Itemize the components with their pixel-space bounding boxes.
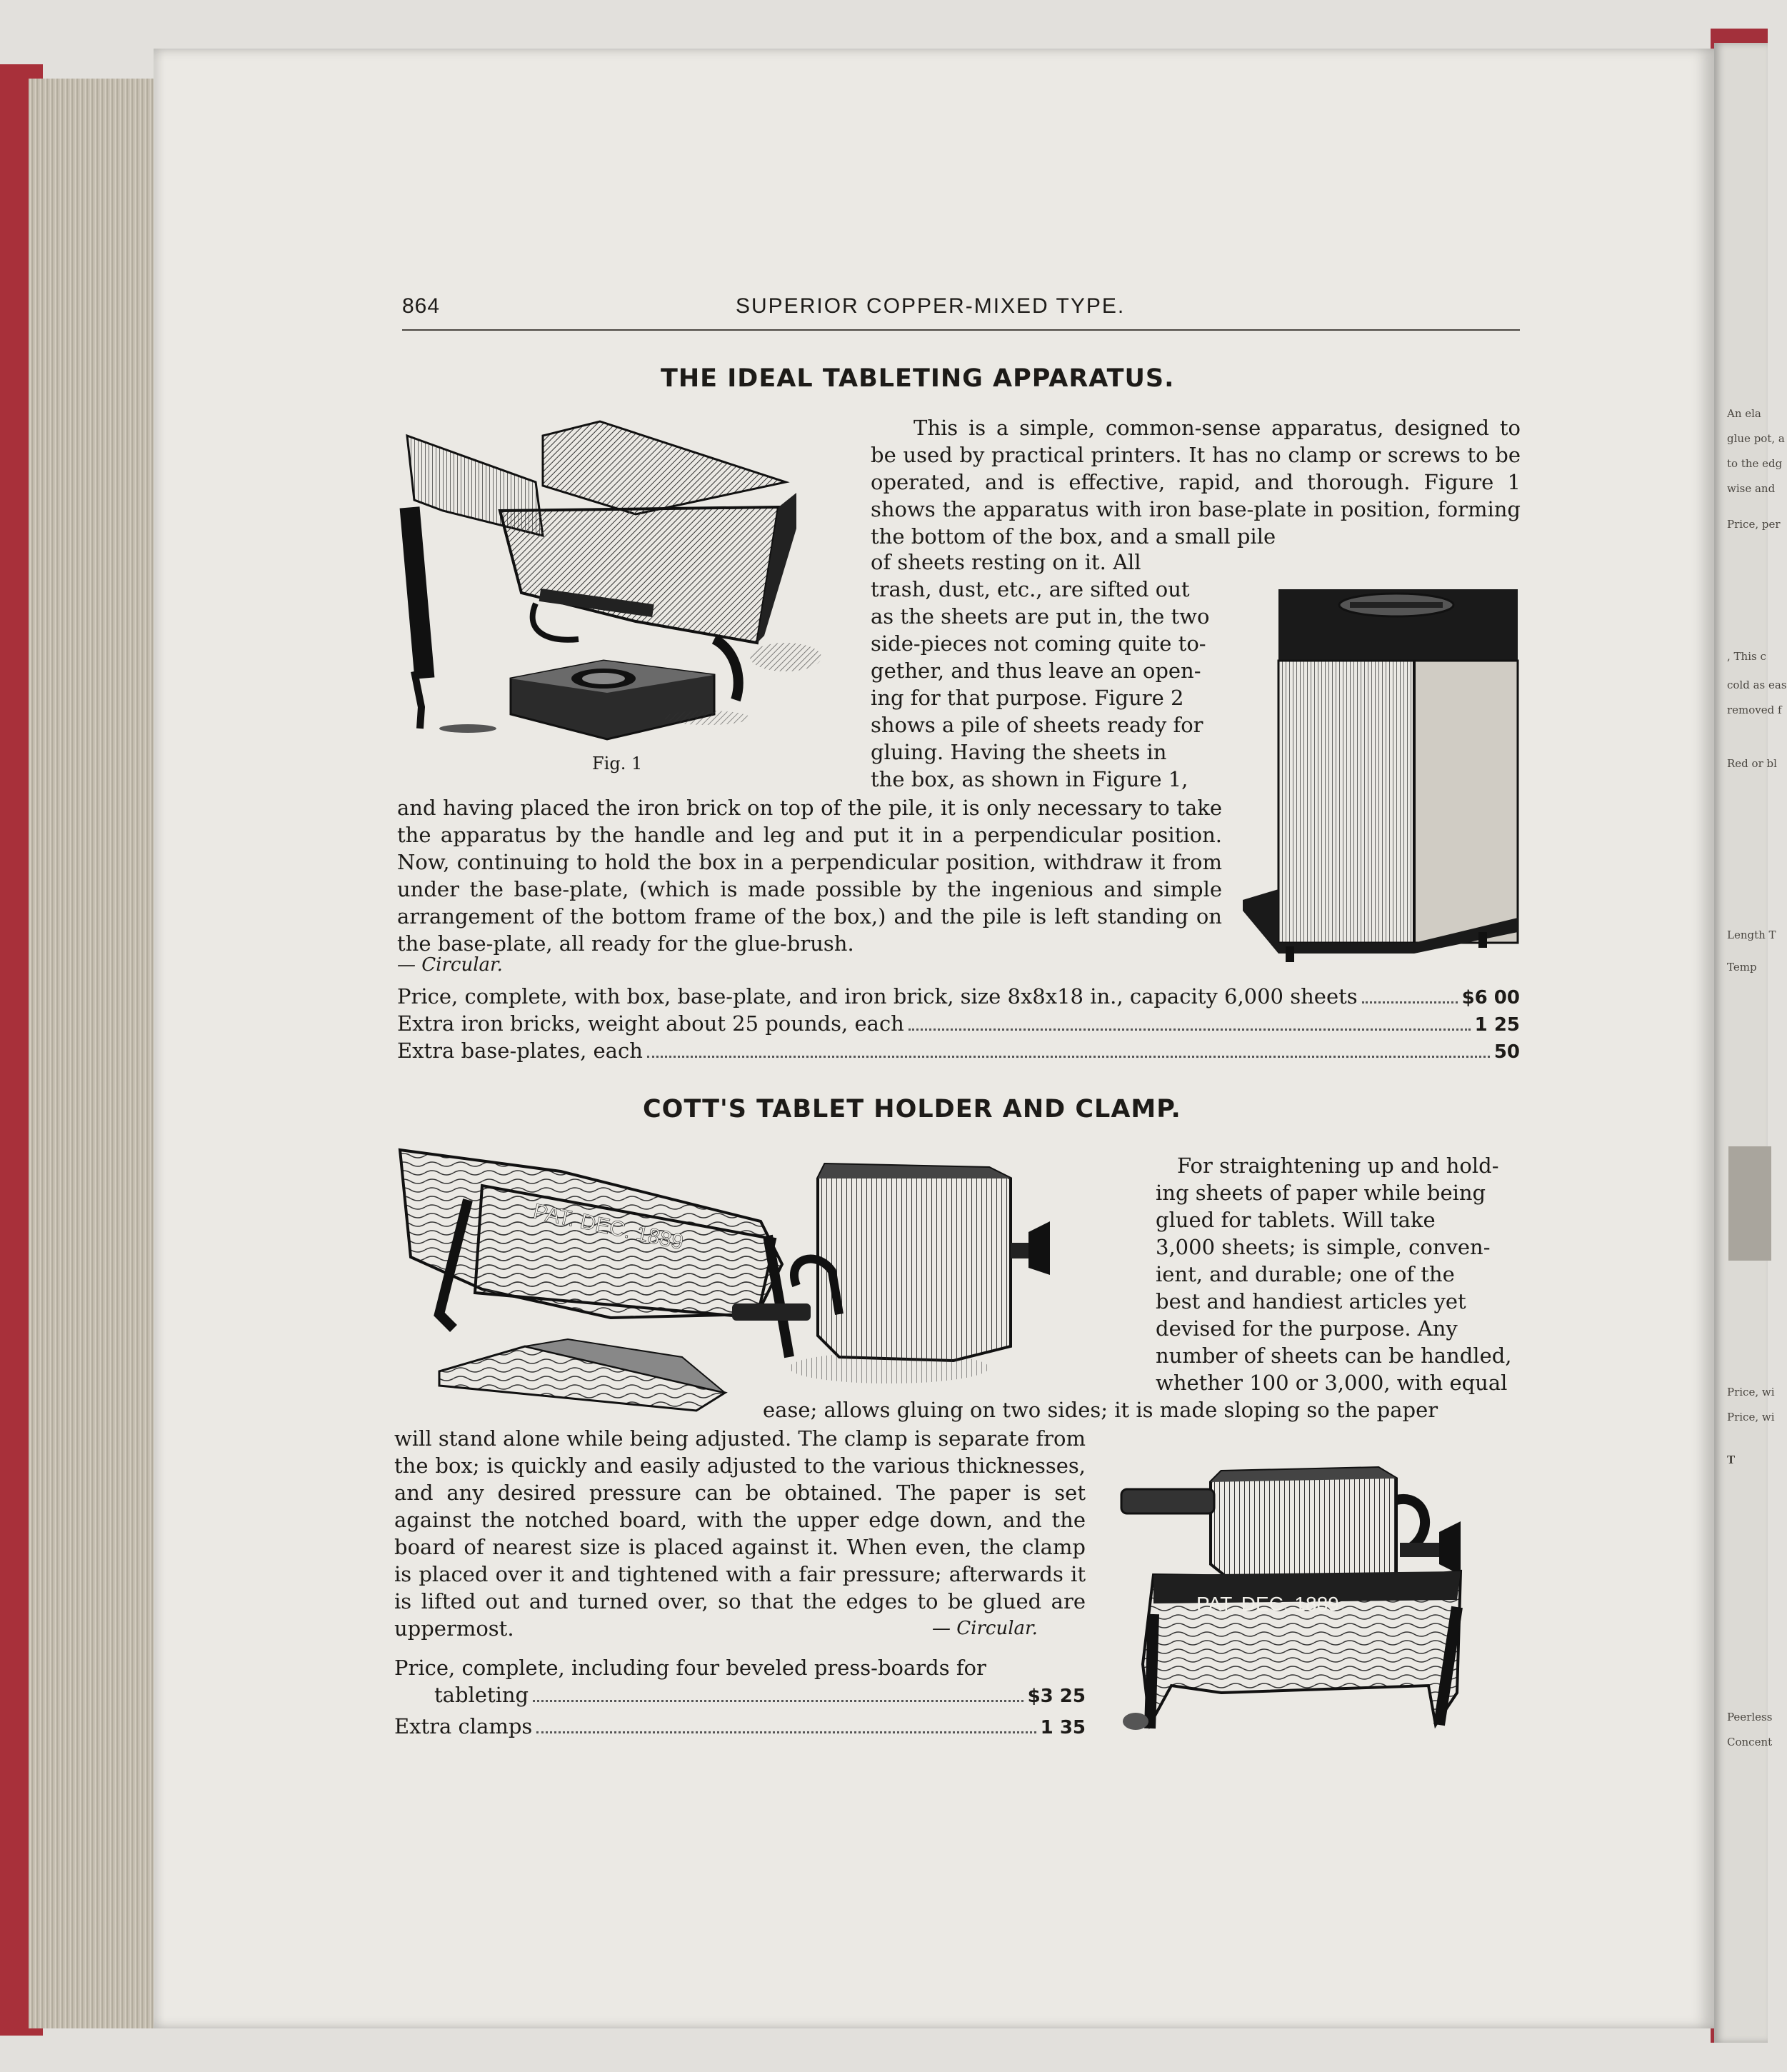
price-amount: 1 35 bbox=[1040, 1717, 1086, 1738]
section2-body-paragraph: will stand alone while being adjusted. The clamp is separate from the box; is quickly and easily adjusted to the various thicknesses, and any desired pressure can be obtained. The paper is set against the notched board, with the upper edge down, and the board of nearest size is placed against it. When even, the clamp is placed over it and tightened with a fair pressure; afterwards it is lifted out and turned over, so that the edges to be glued are uppermost. bbox=[394, 1426, 1086, 1641]
section2-text-line: ease; allows gluing on two sides; it is made sloping so the paper bbox=[763, 1398, 1438, 1422]
page-edges-left bbox=[29, 79, 154, 2028]
fig1-tableting-apparatus-illustration bbox=[400, 414, 843, 786]
section2-text-line: number of sheets can be handled, bbox=[1156, 1343, 1512, 1368]
price-row-iron-bricks bbox=[397, 1011, 1520, 1036]
facing-fragment: T bbox=[1727, 1453, 1736, 1466]
price-row-complete-apparatus bbox=[397, 984, 1520, 1009]
facing-fragment: Price, per bbox=[1727, 518, 1781, 531]
facing-image bbox=[1728, 1146, 1771, 1261]
price-row-extra-clamps bbox=[394, 1714, 1086, 1739]
section2-text-line: best and handiest articles yet bbox=[1156, 1289, 1466, 1313]
leader-dots bbox=[533, 1700, 1023, 1702]
patent-engraving-text: PAT. DEC. 1889 bbox=[1196, 1593, 1339, 1615]
section1-text-line: ing for that purpose. Figure 2 bbox=[871, 686, 1184, 710]
section1-text-line: gluing. Having the sheets in bbox=[871, 740, 1167, 764]
leader-dots bbox=[536, 1731, 1036, 1733]
section1-text-line: the box, as shown in Figure 1, bbox=[871, 767, 1188, 791]
section1-text-line: trash, dust, etc., are sifted out bbox=[871, 577, 1190, 601]
tablet-holder-and-clamp-illustration bbox=[396, 1143, 1139, 1421]
price-row-complete-holder bbox=[434, 1683, 1086, 1708]
section-title-ideal-tableting: THE IDEAL TABLETING APPARATUS. bbox=[661, 364, 1175, 393]
section2-text-line: glued for tablets. Will take bbox=[1156, 1208, 1436, 1232]
leader-dots bbox=[1362, 1001, 1458, 1004]
price-label: Price, complete, with box, base-plate, and iron brick, size 8x8x18 in., capacity 6,000 sheets bbox=[397, 984, 1358, 1009]
clamp-on-box-illustration bbox=[1114, 1450, 1521, 1750]
facing-fragment: cold as eas bbox=[1727, 679, 1787, 691]
section2-text-line: ient, and durable; one of the bbox=[1156, 1262, 1455, 1286]
facing-fragment: wise and bbox=[1727, 482, 1776, 495]
price-label: Extra iron bricks, weight about 25 pounds, each bbox=[397, 1011, 904, 1036]
price-amount: 50 bbox=[1493, 1041, 1520, 1063]
section2-text-line: ing sheets of paper while being bbox=[1156, 1181, 1486, 1205]
patent-engraving-text: PAT. DEC. 1889 bbox=[531, 1199, 686, 1255]
section1-attribution: — Circular. bbox=[397, 954, 503, 976]
section1-text-line: gether, and thus leave an open- bbox=[871, 659, 1201, 683]
facing-page bbox=[1714, 43, 1787, 2043]
price-row-base-plates bbox=[397, 1038, 1520, 1063]
leader-dots bbox=[908, 1029, 1471, 1031]
facing-fragment: Price, wi bbox=[1727, 1411, 1775, 1423]
price-amount: 1 25 bbox=[1474, 1014, 1520, 1036]
facing-fragment: Length T bbox=[1727, 929, 1776, 941]
section1-text-line: as the sheets are put in, the two bbox=[871, 604, 1210, 629]
running-head: SUPERIOR COPPER-MIXED TYPE. bbox=[736, 294, 1126, 318]
facing-fragment: Concent bbox=[1727, 1736, 1773, 1748]
price-label: Extra clamps bbox=[394, 1714, 533, 1738]
section2-text-line: whether 100 or 3,000, with equal bbox=[1156, 1371, 1508, 1395]
price-label: tableting bbox=[434, 1683, 529, 1707]
facing-fragment: glue pot, a bbox=[1727, 432, 1785, 445]
fig2-sheet-pile-illustration bbox=[1236, 575, 1528, 954]
section1-body-paragraph: and having placed the iron brick on top of the pile, it is only necessary to take the apparatus by the handle and leg and put it in a perpendicular position. Now, continuing to hold the box in a perpendicular position, withdraw it from under the base-plate, (which is made possible by the ingenious and simple arrangement of the bottom frame of the box,) and the pile is left standing on the base-plate, all ready for the glue-brush. bbox=[397, 796, 1222, 956]
leader-dots bbox=[647, 1056, 1490, 1058]
section-title-cotts-tablet-holder: COTT'S TABLET HOLDER AND CLAMP. bbox=[643, 1095, 1181, 1123]
section1-text-line: side-pieces not coming quite to- bbox=[871, 631, 1206, 656]
section1-text-line: of sheets resting on it. All bbox=[871, 550, 1141, 574]
facing-fragment: Temp bbox=[1727, 961, 1757, 974]
price-label: Extra base-plates, each bbox=[397, 1038, 643, 1063]
header-rule bbox=[402, 329, 1520, 331]
price-amount: $3 25 bbox=[1027, 1686, 1086, 1707]
facing-fragment: , This c bbox=[1727, 650, 1766, 663]
facing-fragment: Red or bl bbox=[1727, 757, 1777, 770]
facing-fragment: to the edg bbox=[1727, 457, 1783, 470]
section2-attribution: — Circular. bbox=[932, 1618, 1038, 1639]
facing-fragment: Peerless bbox=[1727, 1711, 1773, 1723]
fig1-caption: Fig. 1 bbox=[592, 754, 643, 774]
facing-fragment: An ela bbox=[1727, 407, 1761, 420]
section1-intro-paragraph: This is a simple, common-sense apparatus, designed to be used by practical printers. It has no clamp or screws to be operated, and is effective, rapid, and thorough. Figure 1 shows the apparatus with iron base-plate in position, forming the bottom of the box, and a small pile bbox=[871, 416, 1521, 549]
facing-fragment: removed f bbox=[1727, 704, 1782, 716]
price-row-complete-label: Price, complete, including four beveled press-boards for bbox=[394, 1656, 986, 1680]
section2-text-line: For straightening up and hold- bbox=[1177, 1153, 1499, 1178]
section2-text-line: 3,000 sheets; is simple, conven- bbox=[1156, 1235, 1491, 1259]
price-amount: $6 00 bbox=[1461, 987, 1520, 1009]
facing-fragment: Price, wi bbox=[1727, 1386, 1775, 1398]
section2-text-line: devised for the purpose. Any bbox=[1156, 1316, 1458, 1341]
section1-text-line: shows a pile of sheets ready for bbox=[871, 713, 1203, 737]
page-number: 864 bbox=[402, 294, 441, 318]
